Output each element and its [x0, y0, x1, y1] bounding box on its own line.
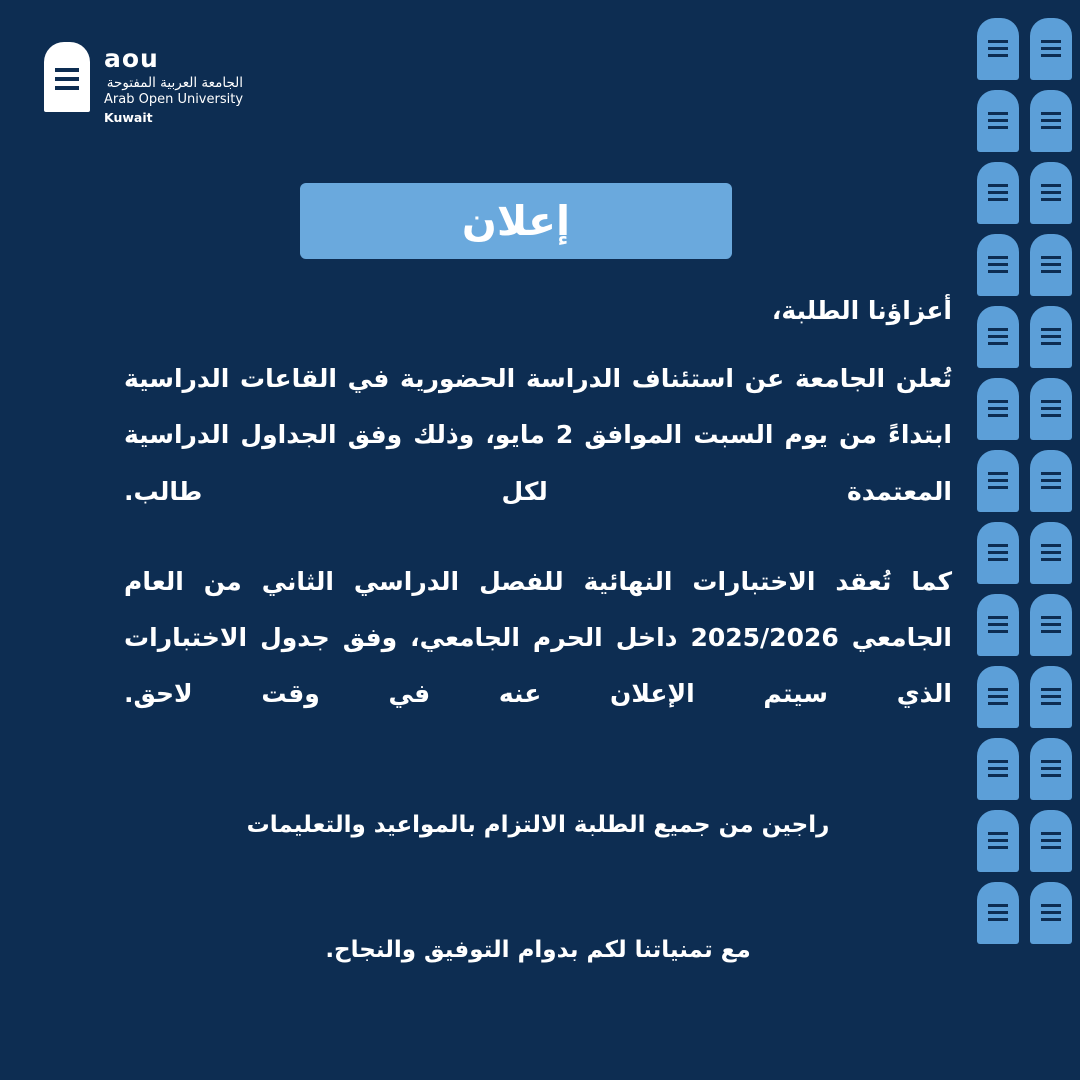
book-icon: [1030, 594, 1072, 656]
book-icon: [1030, 18, 1072, 80]
book-icon: [977, 378, 1019, 440]
closing-line-1: راجين من جميع الطلبة الالتزام بالمواعيد والتعليمات: [246, 812, 830, 838]
book-icon: [1030, 90, 1072, 152]
closing-line-2: مع تمنياتنا لكم بدوام التوفيق والنجاح.: [325, 937, 751, 963]
book-icon: [977, 234, 1019, 296]
decorative-icon-column: [970, 0, 1080, 1080]
logo-book-icon: [44, 42, 90, 112]
logo-acronym: aou: [104, 44, 159, 73]
book-icon: [977, 594, 1019, 656]
book-icon: [1030, 450, 1072, 512]
book-icon: [1030, 522, 1072, 584]
logo-branch: Kuwait: [104, 109, 153, 125]
book-icon: [1030, 378, 1072, 440]
book-icon: [1030, 882, 1072, 944]
paragraph-1: تُعلن الجامعة عن استئناف الدراسة الحضورية في القاعات الدراسية ابتداءً من يوم السبت الموافق 2 مايو، وذلك وفق الجداول الدراسية المعتمدة لكل طالب.: [124, 364, 952, 506]
book-icon: [1030, 234, 1072, 296]
book-icon: [977, 522, 1019, 584]
book-icon: [977, 162, 1019, 224]
book-icon: [1030, 810, 1072, 872]
book-icon: [1030, 306, 1072, 368]
announcement-title: إعلان: [461, 197, 571, 245]
announcement-title-banner: [300, 183, 732, 259]
logo-name-arabic: الجامعة العربية المفتوحة: [106, 74, 244, 91]
book-icon: [977, 90, 1019, 152]
book-icon: [977, 450, 1019, 512]
book-icon: [977, 666, 1019, 728]
salutation: أعزاؤنا الطلبة،: [771, 296, 952, 325]
announcement-body: [124, 296, 952, 757]
book-icon: [1030, 666, 1072, 728]
book-icon: [1030, 738, 1072, 800]
logo-text: [104, 42, 243, 126]
book-icon: [977, 18, 1019, 80]
university-logo: [44, 42, 243, 126]
book-icon: [977, 306, 1019, 368]
book-icon: [977, 810, 1019, 872]
book-icon: [977, 882, 1019, 944]
book-icon: [977, 738, 1019, 800]
paragraph-2: كما تُعقد الاختبارات النهائية للفصل الدراسي الثاني من العام الجامعي 2025/2026 داخل الحرم الجامعي، وفق جدول الاختبارات الذي سيتم الإعلان عنه في وقت لاحق.: [124, 566, 952, 709]
logo-name-english: Arab Open University: [104, 92, 244, 108]
book-icon: [1030, 162, 1072, 224]
